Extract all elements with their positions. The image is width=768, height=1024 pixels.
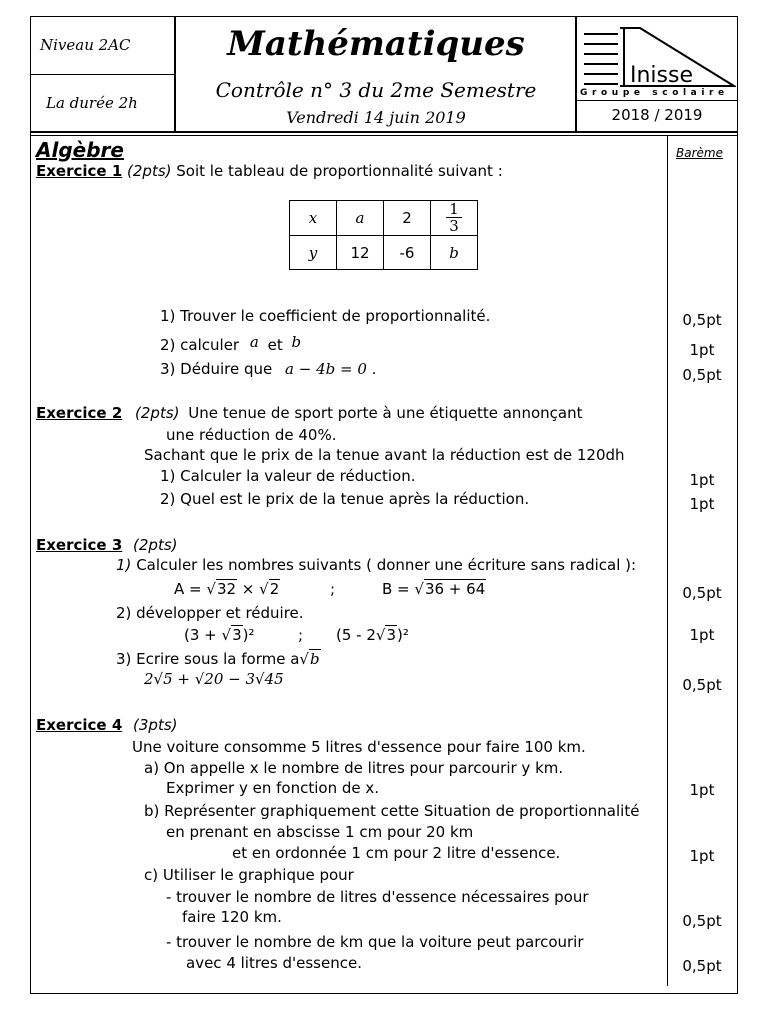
ex4-question-a-2: Exprimer y en fonction de x. xyxy=(166,779,380,797)
ex1-q2-points: 1pt xyxy=(689,341,715,359)
exercise-2-label: Exercice 2 xyxy=(36,404,123,422)
ex3-q3-text: 3) Ecrire sous la forme a√ xyxy=(116,650,309,668)
expr-a-times: × √ xyxy=(237,580,269,598)
exercise-2-header xyxy=(36,404,582,422)
ex1-q1-points: 0,5pt xyxy=(682,311,722,329)
fraction xyxy=(446,201,462,234)
expr-b-radicand: 36 + 64 xyxy=(424,580,486,598)
ex4-qb-points: 1pt xyxy=(689,847,715,865)
ex4-qc2-points: 0,5pt xyxy=(682,957,722,975)
ex1-q2-var-b: b xyxy=(291,333,302,351)
ex2-question-1: 1) Calculer la valeur de réduction. xyxy=(160,467,416,485)
ex4-question-a-1: a) On appelle x le nombre de litres pour parcourir y km. xyxy=(144,759,564,777)
table-cell: y xyxy=(290,236,337,270)
ex1-q3-text: 3) Déduire que xyxy=(160,360,273,378)
exercise-4-label: Exercice 4 xyxy=(36,716,123,734)
ex1-q3-equation: a − 4b = 0 xyxy=(285,360,367,378)
fraction-numerator: 1 xyxy=(446,201,462,218)
table-row xyxy=(290,236,478,270)
ex4-question-c: c) Utiliser le graphique pour xyxy=(144,866,354,884)
exercise-2-line-2: une réduction de 40%. xyxy=(166,426,337,444)
expr-b-label: B = √ xyxy=(382,580,424,598)
logo-name: Inisse xyxy=(630,63,694,88)
section-title: Algèbre xyxy=(36,138,124,162)
expr-2-radicand: 3 xyxy=(386,626,396,644)
ex2-q1-points: 1pt xyxy=(689,471,715,489)
bareme-header: Barème xyxy=(676,146,723,160)
school-logo xyxy=(580,24,736,100)
header-divider-left-mid xyxy=(30,74,175,75)
ex1-q3-points: 0,5pt xyxy=(682,366,722,384)
page-title: Mathématiques xyxy=(227,24,525,64)
ex3-question-2: 2) développer et réduire. xyxy=(116,604,304,622)
ex3-expression-1 xyxy=(184,626,254,644)
exam-subtitle: Contrôle n° 3 du 2me Semestre xyxy=(215,78,537,102)
table-cell: b xyxy=(431,236,478,270)
expr-1-radicand: 3 xyxy=(232,626,242,644)
school-year: 2018 / 2019 xyxy=(611,106,703,124)
ex1-question-2 xyxy=(160,333,302,354)
table-cell: a xyxy=(337,201,384,236)
header-divider-right-mid xyxy=(575,100,738,101)
expr-2-start: (5 - 2√ xyxy=(336,626,386,644)
exercise-4-header xyxy=(36,716,178,734)
exercise-4-points: (3pts) xyxy=(133,716,178,734)
ex4-question-c2-2: avec 4 litres d'essence. xyxy=(186,954,362,972)
ex3-semicolon-2: ; xyxy=(298,626,304,644)
expr-a-radicand-1: 32 xyxy=(216,580,237,598)
ex4-qa-points: 1pt xyxy=(689,781,715,799)
header-bottom-line xyxy=(30,131,738,133)
ex3-q1-points: 0,5pt xyxy=(682,584,722,602)
ex2-question-2: 2) Quel est le prix de la tenue après la réduction. xyxy=(160,490,530,508)
logo-subtitle: Groupe scolaire xyxy=(580,88,729,98)
bareme-column-line xyxy=(667,136,668,986)
exercise-1-points: (2pts) xyxy=(127,162,172,180)
ex2-q2-points: 1pt xyxy=(689,495,715,513)
exercise-2-line-3: Sachant que le prix de la tenue avant la réduction est de 120dh xyxy=(144,446,625,464)
exam-date: Vendredi 14 juin 2019 xyxy=(286,108,466,127)
table-row xyxy=(290,201,478,236)
ex3-semicolon-1: ; xyxy=(330,580,336,598)
ex4-question-c1-2: faire 120 km. xyxy=(182,908,282,926)
table-cell: x xyxy=(290,201,337,236)
ex4-question-c1-1: - trouver le nombre de litres d'essence nécessaires pour xyxy=(166,888,589,906)
fraction-denominator: 3 xyxy=(449,217,459,235)
exercise-1-label: Exercice 1 xyxy=(36,162,123,180)
exercise-4-line-1: Une voiture consomme 5 litres d'essence pour faire 100 km. xyxy=(132,738,586,756)
exercise-1-intro: Soit le tableau de proportionnalité suivant : xyxy=(176,162,503,180)
ex1-question-1: 1) Trouver le coefficient de proportionnalité. xyxy=(160,307,491,325)
ex3-question-3 xyxy=(116,650,321,668)
ex1-q2-text: 2) calculer xyxy=(160,336,240,354)
table-cell-fraction xyxy=(431,201,478,236)
expr-1-end: )² xyxy=(242,626,255,644)
expr-1-start: (3 + √ xyxy=(184,626,232,644)
proportionality-table xyxy=(289,200,478,270)
exercise-3-points: (2pts) xyxy=(133,536,178,554)
ex3-expression-2 xyxy=(336,626,409,644)
ex1-q3-period: . xyxy=(371,360,377,378)
ex1-q2-var-a: a xyxy=(249,333,259,351)
ex4-question-b-2: en prenant en abscisse 1 cm pour 20 km xyxy=(166,823,474,841)
ex3-q3-points: 0,5pt xyxy=(682,676,722,694)
ex4-qc1-points: 0,5pt xyxy=(682,912,722,930)
exercise-2-points: (2pts) xyxy=(135,404,180,422)
ex4-question-b-3: et en ordonnée 1 cm pour 2 litre d'essence. xyxy=(232,844,561,862)
exercise-2-line-1: Une tenue de sport porte à une étiquette annonçant xyxy=(188,404,583,422)
level-label: Niveau 2AC xyxy=(40,36,131,54)
expr-a-radicand-2: 2 xyxy=(269,580,280,598)
ex3-q2-points: 1pt xyxy=(689,626,715,644)
ex1-question-3 xyxy=(160,360,376,378)
ex3-q1-number: 1) xyxy=(116,556,132,574)
table-cell: 2 xyxy=(384,201,431,236)
ex1-q2-and: et xyxy=(267,336,283,354)
table-cell: -6 xyxy=(384,236,431,270)
ex3-expression-a xyxy=(174,580,280,598)
ex3-q1-text: Calculer les nombres suivants ( donner une écriture sans radical ): xyxy=(136,556,637,574)
ex3-expression-b xyxy=(382,580,486,598)
ex4-question-b-1: b) Représenter graphiquement cette Situation de proportionnalité xyxy=(144,802,640,820)
exercise-3-header xyxy=(36,536,178,554)
expr-a-label: A = √ xyxy=(174,580,216,598)
ex3-expression-3: 2√5 + √20 − 3√45 xyxy=(144,670,284,688)
duration-label: La durée 2h xyxy=(46,94,138,112)
ex4-question-c2-1: - trouver le nombre de km que la voiture peut parcourir xyxy=(166,933,584,951)
table-cell: 12 xyxy=(337,236,384,270)
header-bottom-line-2 xyxy=(30,135,738,136)
expr-2-end: )² xyxy=(397,626,409,644)
exercise-1-header xyxy=(36,162,503,180)
exercise-3-label: Exercice 3 xyxy=(36,536,123,554)
ex3-question-1 xyxy=(116,556,636,574)
ex3-q3-radicand: b xyxy=(310,650,320,668)
